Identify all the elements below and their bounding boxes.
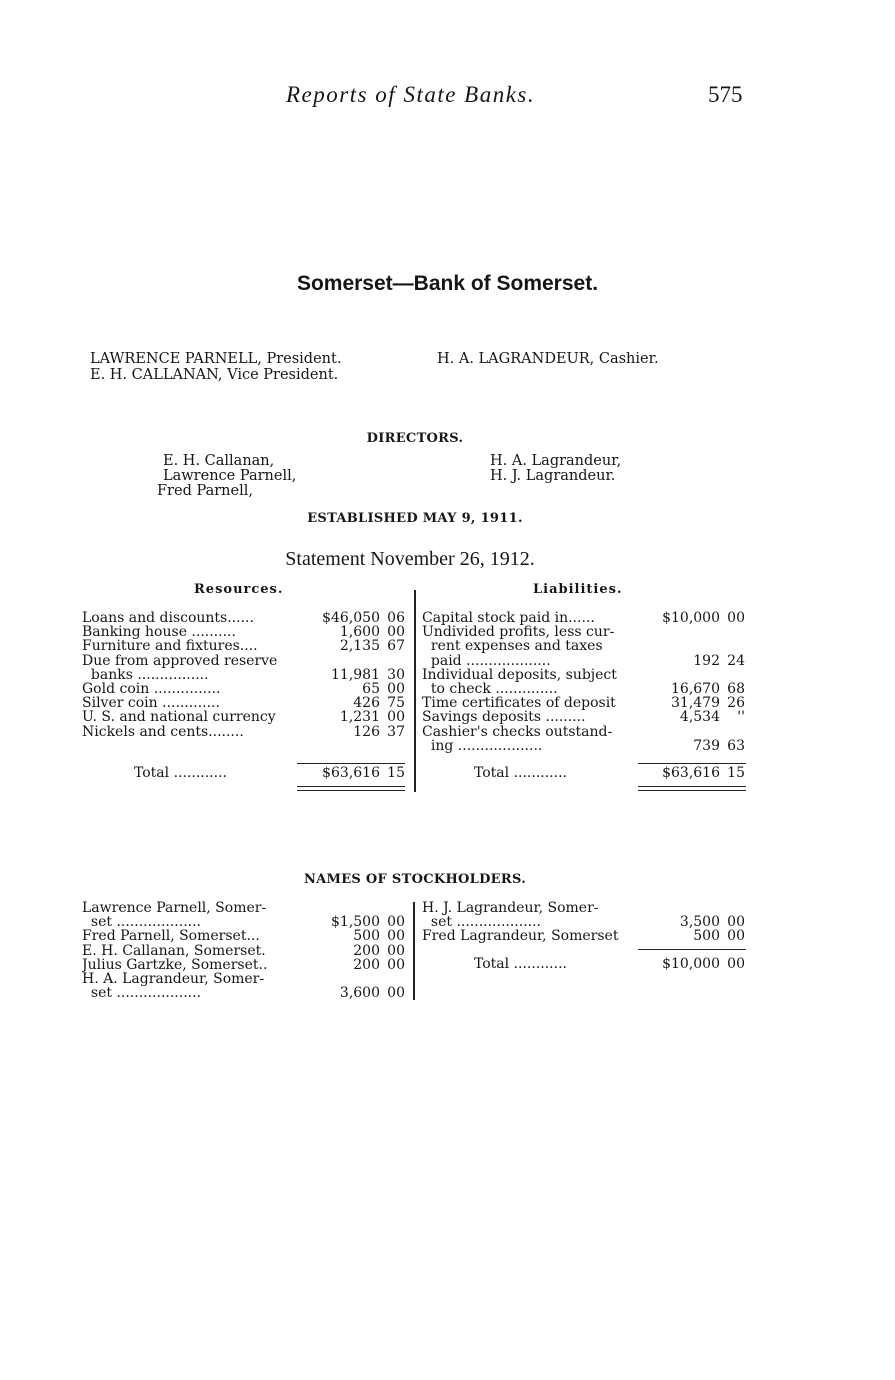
ledger-cents: 00 [727, 610, 745, 626]
stockholders-heading: NAMES OF STOCKHOLDERS. [303, 872, 527, 887]
ledger-label: Furniture and fixtures.... [82, 639, 258, 654]
directors-heading: DIRECTORS. [366, 431, 464, 446]
double-rule [638, 790, 746, 791]
ledger-label: Savings deposits ......... [422, 710, 586, 725]
ledger-dollars: 200 [353, 956, 380, 973]
ledger-cents: 00 [387, 985, 405, 1002]
ledger-label: Loans and discounts...... [82, 611, 254, 626]
ledger-dollars: 16,670 [671, 681, 720, 697]
liabilities-total-row [0, 766, 895, 782]
ledger-label: set ................... [82, 986, 201, 1001]
ledger-cents: 00 [727, 928, 745, 945]
ledger-label: set ................... [422, 915, 541, 930]
ledger-label: paid ................... [422, 653, 551, 668]
director-name: Lawrence Parnell, [163, 468, 297, 484]
ledger-dollars: 2,135 [339, 638, 380, 655]
ledger-row [0, 654, 895, 668]
ledger-label: Julius Gartzke, Somerset.. [82, 957, 268, 972]
ledger-dollars: 4,534 [679, 709, 720, 726]
ledger-row [0, 901, 895, 915]
ledger-label: Time certificates of deposit [422, 696, 616, 711]
ledger-dollars: 65 [362, 681, 380, 697]
ledger-label: Undivided profits, less cur- [422, 625, 615, 640]
total-cents: 00 [727, 956, 745, 972]
total-dollars: $63,616 [662, 765, 720, 781]
ledger-cents: 00 [387, 681, 405, 697]
ledger-cents: 00 [387, 942, 405, 959]
ledger-label: H. J. Lagrandeur, Somer- [422, 901, 599, 916]
ledger-cents: 00 [387, 956, 405, 973]
ledger-label: Due from approved reserve [82, 653, 278, 668]
total-label: Total ............ [474, 957, 567, 972]
resources-heading: Resources. [194, 582, 284, 597]
ledger-row [0, 929, 895, 943]
ledger-label: Lawrence Parnell, Somer- [82, 901, 267, 916]
director-name: H. A. Lagrandeur, [490, 453, 622, 469]
ledger-dollars: $46,050 [322, 610, 380, 626]
total-rule [638, 949, 746, 950]
liabilities-heading: Liabilities. [533, 582, 623, 597]
total-dollars: $63,616 [322, 765, 380, 781]
stockholders-total-row [0, 957, 895, 973]
ledger-dollars: 500 [693, 928, 720, 945]
bank-title: Somerset—Bank of Somerset. [296, 272, 599, 295]
officer-vice-president: E. H. CALLANAN, Vice President. [90, 367, 339, 383]
ledger-label: Silver coin ............. [82, 696, 220, 711]
ledger-label: Fred Lagrandeur, Somerset [422, 929, 619, 944]
ledger-label: H. A. Lagrandeur, Somer- [82, 972, 265, 987]
officer-cashier: H. A. LAGRANDEUR, Cashier. [437, 351, 659, 367]
total-label: Total ............ [134, 766, 227, 781]
ledger-row [0, 710, 895, 724]
ledger-label: set ................... [82, 915, 201, 930]
ledger-row [0, 611, 895, 625]
ledger-cents: 26 [727, 695, 745, 712]
ledger-dollars: 1,231 [339, 709, 380, 726]
liabilities-table [0, 611, 895, 761]
ledger-label: Capital stock paid in...... [422, 611, 595, 626]
double-rule [297, 786, 405, 787]
ledger-label: U. S. and national currency [82, 710, 276, 725]
ledger-cents: 00 [387, 709, 405, 726]
ledger-dollars: 426 [353, 695, 380, 712]
ledger-label: to check .............. [422, 682, 558, 697]
ledger-label: Gold coin ............... [82, 682, 221, 697]
ledger-cents: 24 [727, 652, 745, 669]
ledger-label: Nickels and cents........ [82, 724, 244, 739]
ledger-cents: 75 [387, 695, 405, 712]
ledger-dollars: 3,600 [339, 985, 380, 1002]
ledger-row [0, 682, 895, 696]
ledger-cents: 00 [727, 914, 745, 931]
ledger-dollars: 1,600 [339, 624, 380, 641]
double-rule [297, 790, 405, 791]
ledger-cents: 00 [387, 914, 405, 931]
ledger-row [0, 696, 895, 710]
ledger-dollars: 31,479 [671, 695, 720, 712]
ledger-row [0, 625, 895, 639]
officer-president: LAWRENCE PARNELL, President. [90, 351, 342, 367]
statement-title: Statement November 26, 1912. [285, 548, 535, 570]
ledger-row [0, 972, 895, 986]
ledger-row [0, 725, 895, 739]
ledger-row [0, 986, 895, 1000]
total-rule [638, 763, 746, 764]
ledger-label: Cashier's checks outstand- [422, 724, 613, 739]
director-name: Fred Parnell, [157, 483, 253, 499]
total-dollars: $10,000 [662, 956, 720, 972]
ledger-label: Fred Parnell, Somerset... [82, 929, 260, 944]
ledger-dollars: 192 [693, 652, 720, 669]
ledger-cents: 00 [387, 624, 405, 641]
ledger-dollars: 3,500 [679, 914, 720, 931]
ledger-dollars: 126 [353, 723, 380, 740]
ledger-cents: 06 [387, 610, 405, 626]
director-name: H. J. Lagrandeur. [490, 468, 616, 484]
ledger-cents: 67 [387, 638, 405, 655]
ledger-dollars: 739 [693, 737, 720, 754]
stockholders-right-table [0, 901, 895, 951]
ledger-row [0, 915, 895, 929]
ledger-dollars: 11,981 [331, 666, 380, 683]
ledger-cents: 68 [727, 681, 745, 697]
ledger-label: Banking house .......... [82, 625, 236, 640]
running-header-title: Reports of State Banks. [286, 82, 536, 107]
ledger-cents: 37 [387, 723, 405, 740]
double-rule [638, 786, 746, 787]
director-name: E. H. Callanan, [163, 453, 275, 469]
ledger-dollars: 500 [353, 928, 380, 945]
ledger-dollars: 200 [353, 942, 380, 959]
ledger-cents: 00 [387, 928, 405, 945]
ledger-cents: 30 [387, 666, 405, 683]
established-line: ESTABLISHED MAY 9, 1911. [307, 511, 523, 526]
ledger-dollars: $10,000 [662, 610, 720, 626]
ledger-label: E. H. Callanan, Somerset. [82, 943, 266, 958]
ledger-cents: 63 [727, 737, 745, 754]
ledger-cents: '' [737, 709, 745, 726]
ledger-label: banks ................ [82, 667, 209, 682]
total-rule [297, 763, 405, 764]
page-number: 575 [708, 82, 743, 107]
total-cents: 15 [727, 765, 745, 781]
ledger-label: Individual deposits, subject [422, 667, 617, 682]
total-label: Total ............ [474, 766, 567, 781]
total-cents: 15 [387, 765, 405, 781]
ledger-row [0, 739, 895, 753]
ledger-label: ing ................... [422, 738, 543, 753]
ledger-dollars: $1,500 [331, 914, 380, 931]
ledger-row [0, 639, 895, 653]
ledger-row [0, 668, 895, 682]
ledger-label: rent expenses and taxes [422, 639, 603, 654]
